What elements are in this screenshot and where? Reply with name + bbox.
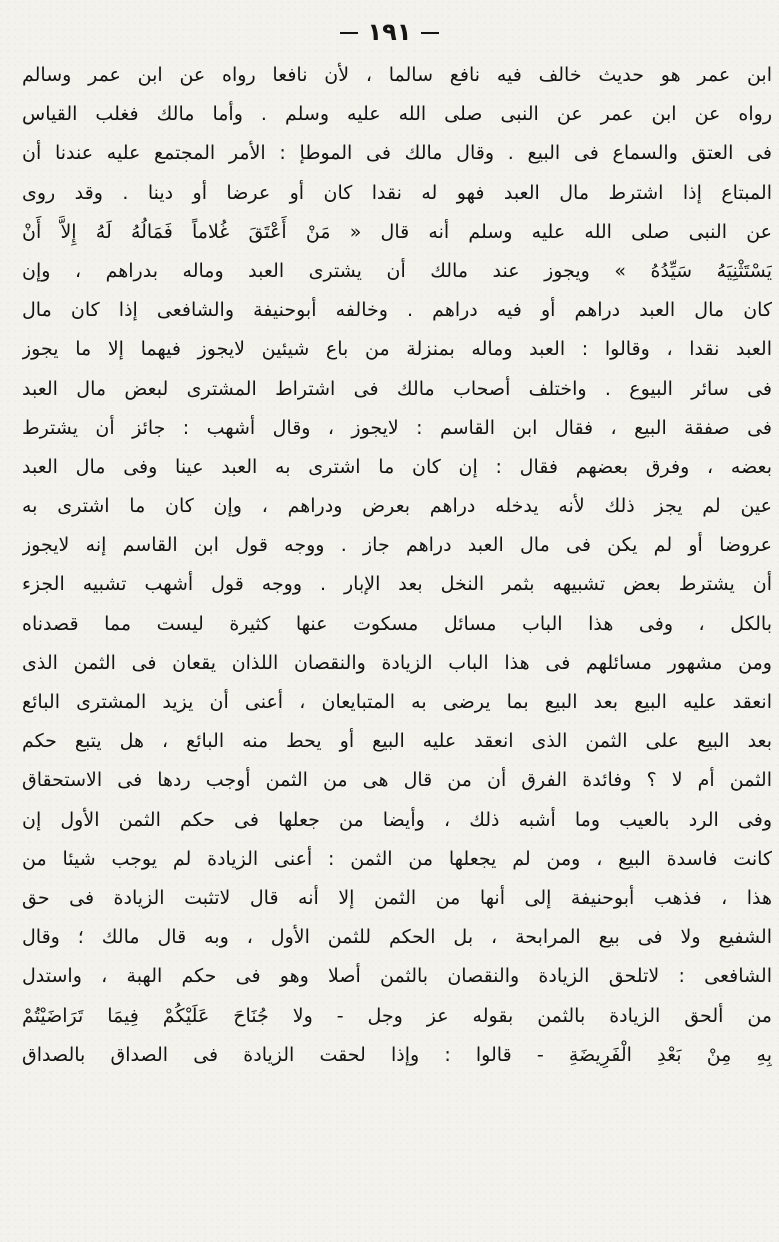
text-line: فى صفقة البيع ، فقال ابن القاسم : لايجوز ، وقال أشهب : جائز أن يشترط	[22, 416, 772, 439]
text-line: بالكل ، وفى هذا الباب مسائل مسكوت عنها كثيرة ليست مما قصدناه	[22, 612, 772, 635]
text-line: وفى الرد بالعيب وما أشبه ذلك ، وأيضا من جعلها فى حكم الثمن الأول إن	[22, 808, 772, 831]
text-line: الشفيع ولا فى بيع المرابحة ، بل الحكم للثمن الأول ، وبه قال مالك ؛ وقال	[22, 926, 772, 949]
text-line: يَسْتَثْنِيَهُ سَيِّدُهُ » ويجوز عند مالك أن يشترى العبد وماله بدراهم ، وإن	[22, 259, 772, 282]
text-line: أن يشترط بعض تشبيهه بثمر النخل بعد الإبار . ووجه قول أشهب تشبيه الجزء	[22, 573, 772, 596]
page-header	[0, 18, 779, 46]
text-line: عروضا أو لم يكن فى مال العبد دراهم جاز . ووجه قول ابن القاسم إنه لايجوز	[22, 534, 772, 557]
text-line: بعضه ، وفرق بعضهم فقال : إن كان ما اشترى به العبد عينا وفى مال العبد	[22, 455, 772, 478]
text-line: بعد البيع على الثمن الذى انعقد عليه البيع أو يحط منه البائع ، هل يتبع حكم	[22, 730, 772, 753]
text-line: رواه عن ابن عمر عن النبى صلى الله عليه وسلم . وأما مالك فغلب القياس	[22, 103, 772, 126]
text-line: الشافعى : لاتلحق الزيادة والنقصان بالثمن أصلا وهو فى حكم الهبة ، واستدل	[22, 965, 772, 988]
text-line: ابن عمر هو حديث خالف فيه نافع سالما ، لأن نافعا رواه عن ابن عمر وسالم	[22, 64, 772, 86]
text-line: كان مال العبد دراهم أو فيه دراهم . وخالفه أبوحنيفة والشافعى إذا كان مال	[22, 299, 772, 322]
text-line: كانت فاسدة البيع ، ومن لم يجعلها من الثمن : أعنى الزيادة لم يوجب شيئا من	[22, 847, 772, 870]
text-line: عن النبى صلى الله عليه وسلم أنه قال « مَنْ أَعْتَقَ غُلاماً فَمَالُهُ لَهُ إِلاَّ أَنْ	[22, 220, 772, 243]
text-line: فى سائر البيوع . واختلف أصحاب مالك فى اشتراط المشترى لبعض مال العبد	[22, 377, 772, 400]
text-line: بِهِ مِنْ بَعْدِ الْفَرِيضَةِ - قالوا : وإذا لحقت الزيادة فى الصداق بالصداق	[22, 1043, 772, 1066]
text-line: عين لم يجز ذلك لأنه يدخله دراهم بعرض ودراهم ، وإن كان ما اشترى به	[22, 495, 772, 518]
text-line: انعقد عليه البيع بعد البيع بما يرضى به المتبايعان ، أعنى أن يزيد المشترى البائع	[22, 691, 772, 713]
text-line: من ألحق الزيادة بالثمن بقوله عز وجل - ولا جُنَاحَ عَلَيْكُمْ فِيمَا تَرَاضَيْتُمْ	[22, 1004, 772, 1027]
text-line: الثمن أم لا ؟ وفائدة الفرق أن من قال هى من الثمن أوجب ردها فى الاستحقاق	[22, 769, 772, 792]
text-line: فى العتق والسماع فى البيع . وقال مالك فى الموطإ : الأمر المجتمع عليه عندنا أن	[22, 142, 772, 165]
text-line: ومن مشهور مسائلهم فى هذا الباب الزيادة والنقصان اللذان يقعان فى الثمن الذى	[22, 651, 772, 674]
main-text-block	[22, 56, 772, 1075]
text-line: العبد نقدا ، وقالوا : العبد وماله بمنزلة من باع شيئين لايجوز فيهما إلا ما يجوز	[22, 338, 772, 361]
text-line: المبتاع إذا اشترط مال العبد فهو له نقدا كان أو عرضا أو دينا . وقد روى	[22, 181, 772, 204]
page-number: ١٩١	[356, 18, 424, 46]
text-line: هذا ، فذهب أبوحنيفة إلى أنها من الثمن إلا أنه قال لاتثبت الزيادة فى حق	[22, 886, 772, 909]
